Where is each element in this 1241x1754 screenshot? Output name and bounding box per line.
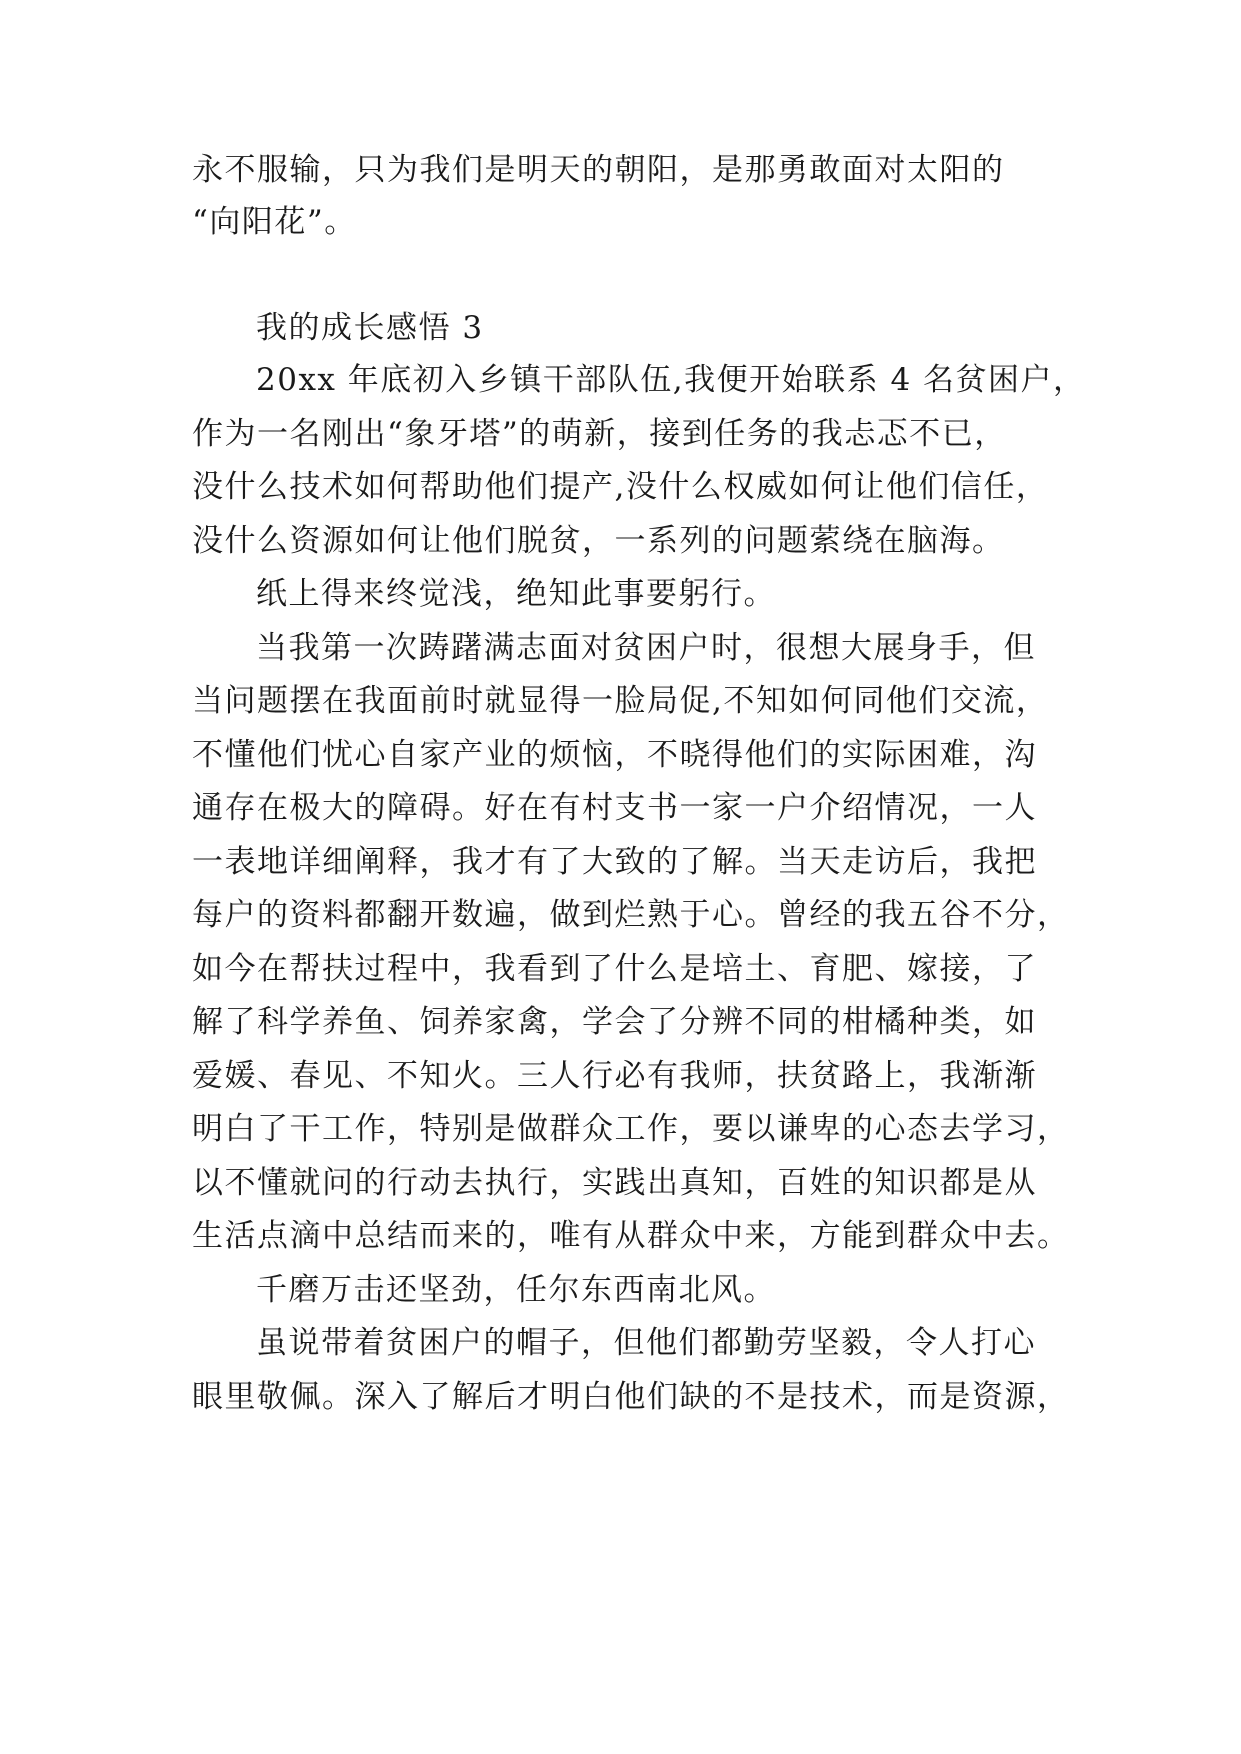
paragraph-line: 明白了干工作，特别是做群众工作，要以谦卑的心态去学习， [192, 1111, 1070, 1147]
text-line: “向阳花”。 [192, 204, 357, 240]
paragraph-line: 当问题摆在我面前时就显得一脸局促,不知如何同他们交流， [192, 683, 1049, 719]
text-line: 永不服输，只为我们是明天的朝阳，是那勇敢面对太阳的 [192, 152, 1005, 188]
paragraph-line: 虽说带着贫困户的帽子，但他们都勤劳坚毅，令人打心 [256, 1325, 1036, 1361]
paragraph-line: 解了科学养鱼、饲养家禽，学会了分辨不同的柑橘种类，如 [192, 1004, 1037, 1040]
section-heading: 我的成长感悟 3 [256, 310, 484, 346]
paragraph-line: 爱媛、春见、不知火。三人行必有我师，扶贫路上，我渐渐 [192, 1058, 1037, 1094]
paragraph-line: 如今在帮扶过程中，我看到了什么是培土、育肥、嫁接，了 [192, 951, 1037, 987]
paragraph-line: 不懂他们忧心自家产业的烦恼，不晓得他们的实际困难，沟 [192, 737, 1037, 773]
paragraph-line: 没什么资源如何让他们脱贫，一系列的问题萦绕在脑海。 [192, 523, 1005, 559]
paragraph-line: 一表地详细阐释，我才有了大致的了解。当天走访后，我把 [192, 844, 1037, 880]
paragraph-line: 纸上得来终觉浅，绝知此事要躬行。 [256, 576, 776, 612]
paragraph-line: 通存在极大的障碍。好在有村支书一家一户介绍情况，一人 [192, 790, 1037, 826]
paragraph-line: 千磨万击还坚劲，任尔东西南北风。 [256, 1272, 776, 1308]
paragraph-line: 生活点滴中总结而来的，唯有从群众中来，方能到群众中去。 [192, 1218, 1070, 1254]
paragraph-line: 以不懂就问的行动去执行，实践出真知，百姓的知识都是从 [192, 1165, 1037, 1201]
paragraph-line: 20xx 年底初入乡镇干部队伍,我便开始联系 4 名贫困户， [256, 362, 1086, 398]
paragraph-line: 没什么技术如何帮助他们提产,没什么权威如何让他们信任， [192, 469, 1049, 505]
paragraph-line: 眼里敬佩。深入了解后才明白他们缺的不是技术，而是资源， [192, 1379, 1070, 1415]
paragraph-line: 当我第一次踌躇满志面对贫困户时，很想大展身手，但 [256, 630, 1036, 666]
paragraph-line: 作为一名刚出“象牙塔”的萌新，接到任务的我忐忑不已， [192, 416, 1007, 452]
paragraph-line: 每户的资料都翻开数遍，做到烂熟于心。曾经的我五谷不分， [192, 897, 1070, 933]
